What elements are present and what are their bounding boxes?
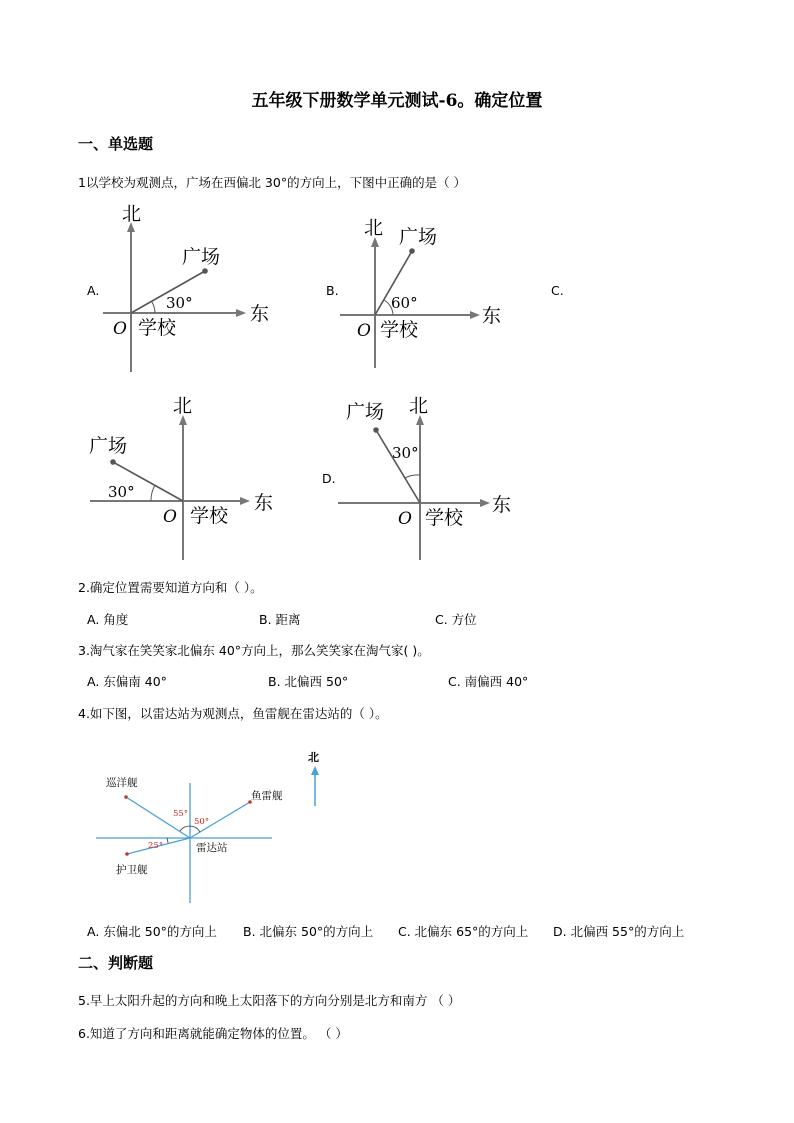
q1-option-b-label[interactable]: B. xyxy=(326,283,339,298)
q1-figure-c-east-label: 东 xyxy=(254,492,274,514)
q4-option-c[interactable]: C. 北偏东 65°的方向上 xyxy=(398,924,529,939)
q4-option-b[interactable]: B. 北偏东 50°的方向上 xyxy=(243,924,374,939)
q1-figure-a-square-label: 广场 xyxy=(182,246,221,268)
q1-figure-a-school-label: 学校 xyxy=(138,317,177,339)
q4-cruiser-label: 巡洋舰 xyxy=(106,777,138,789)
q4-arc-55 xyxy=(180,826,190,831)
page-title: 五年级下册数学单元测试-6。确定位置 xyxy=(251,91,543,111)
q1-figure-c-north-label: 北 xyxy=(173,395,193,417)
q4-option-d[interactable]: D. 北偏西 55°的方向上 xyxy=(553,924,685,939)
q1-figure-d-origin-label: O xyxy=(398,509,412,529)
q1-figure-a-angle-label: 30° xyxy=(166,294,193,312)
section-heading-single-choice: 一、单选题 xyxy=(78,135,154,153)
q1-figure-d-school-label: 学校 xyxy=(425,507,464,529)
q4-cruiser-point xyxy=(124,795,128,799)
q4-arc-25 xyxy=(167,838,168,843)
question-1-text: 1以学校为观测点，广场在西偏北 30°的方向上，下图中正确的是（ ） xyxy=(78,175,467,190)
q1-figure-b-east-label: 东 xyxy=(482,305,502,327)
question-4-text: 4.如下图，以雷达站为观测点，鱼雷舰在雷达站的（ ）。 xyxy=(78,706,388,721)
q3-option-a[interactable]: A. 东偏南 40° xyxy=(87,674,167,689)
q1-figure-d-north-label: 北 xyxy=(409,395,429,417)
q3-option-c[interactable]: C. 南偏西 40° xyxy=(448,674,529,689)
q1-figure-d-east-label: 东 xyxy=(492,494,512,516)
q1-option-a-label[interactable]: A. xyxy=(87,283,100,298)
q1-figure-b-north-label: 北 xyxy=(364,217,384,239)
q1-figure-c-origin-label: O xyxy=(163,507,177,527)
q1-option-c-label[interactable]: C. xyxy=(551,283,564,298)
section-heading-judgement: 二、判断题 xyxy=(78,954,154,972)
q4-angle-25-label: 25° xyxy=(148,841,164,851)
q3-option-b[interactable]: B. 北偏西 50° xyxy=(268,674,349,689)
q1-figure-b-square-label: 广场 xyxy=(399,226,438,248)
q1-figure-d-angle-label: 30° xyxy=(392,444,419,462)
q1-option-d-label[interactable]: D. xyxy=(322,471,336,486)
q1-figure-b-angle-label: 60° xyxy=(391,294,418,312)
q4-escort-point xyxy=(125,852,129,856)
q4-angle-55-label: 55° xyxy=(173,809,189,819)
q1-figure-a-north-label: 北 xyxy=(122,203,142,225)
q2-option-a[interactable]: A. 角度 xyxy=(87,612,129,627)
q1-figure-c-angle-label: 30° xyxy=(108,483,135,501)
question-2-text: 2.确定位置需要知道方向和（ ）。 xyxy=(78,580,263,595)
question-5-text: 5.早上太阳升起的方向和晚上太阳落下的方向分别是北方和南方 （ ） xyxy=(78,993,461,1008)
q1-figure-b-school-label: 学校 xyxy=(380,319,419,341)
q4-torpedo-label: 鱼雷舰 xyxy=(251,790,283,802)
q4-radar-label: 雷达站 xyxy=(196,842,228,854)
question-6-text: 6.知道了方向和距离就能确定物体的位置。 （ ） xyxy=(78,1026,348,1041)
q4-north-arrowhead xyxy=(311,766,319,775)
q1-figure-b-origin-label: O xyxy=(357,321,371,341)
q4-north-label: 北 xyxy=(308,751,319,764)
q4-option-a[interactable]: A. 东偏北 50°的方向上 xyxy=(87,924,217,939)
q1-figure-a-east-label: 东 xyxy=(250,303,270,325)
q1-figure-a-origin-label: O xyxy=(113,319,127,339)
q4-angle-50-label: 50° xyxy=(194,817,210,827)
q1-figure-c-square-label: 广场 xyxy=(89,435,128,457)
question-3-text: 3.淘气家在笑笑家北偏东 40°方向上，那么笑笑家在淘气家( )。 xyxy=(78,643,430,658)
q2-option-b[interactable]: B. 距离 xyxy=(259,612,301,627)
q4-escort-label: 护卫舰 xyxy=(116,864,148,876)
q1-figure-d-square-label: 广场 xyxy=(346,401,385,423)
q1-figure-c-school-label: 学校 xyxy=(190,505,229,527)
q2-option-c[interactable]: C. 方位 xyxy=(435,612,477,627)
